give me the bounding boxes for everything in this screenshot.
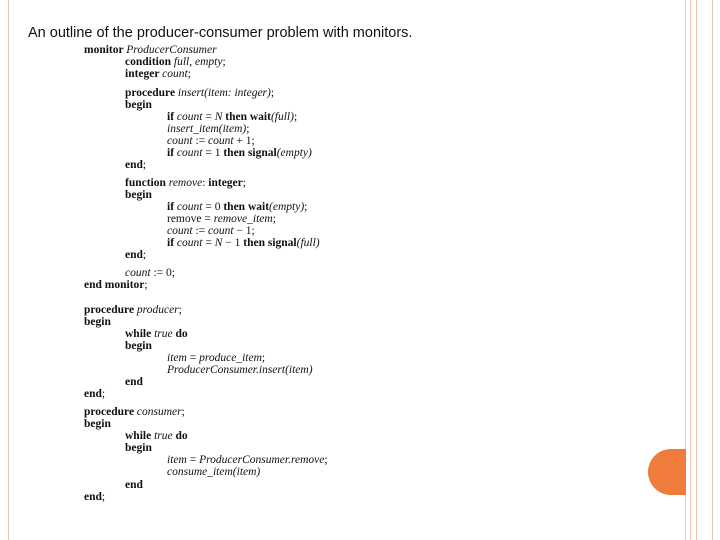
code-token: while (125, 328, 155, 340)
slide-frame (8, 0, 686, 540)
code-token: begin (84, 316, 111, 328)
decor-rule (712, 0, 713, 540)
code-token: + 1; (233, 135, 255, 147)
code-token: count (176, 111, 203, 123)
code-token: begin (125, 340, 152, 352)
code-line (167, 111, 297, 123)
code-line (125, 159, 146, 171)
code-token: end monitor (84, 279, 145, 291)
code-token: condition (125, 56, 174, 68)
code-line (167, 213, 276, 225)
code-token: ; (324, 454, 328, 466)
decor-rule (690, 0, 691, 540)
code-line (167, 135, 255, 147)
code-token: N (214, 111, 223, 123)
code-token: end (84, 491, 102, 503)
code-token: := 0; (150, 267, 175, 279)
code-token: begin (125, 99, 152, 111)
code-line (84, 491, 105, 503)
code-line (84, 279, 148, 291)
code-token: (full) (296, 237, 320, 249)
code-line (125, 99, 152, 111)
code-line (84, 388, 105, 400)
code-token: procedure (84, 406, 137, 418)
code-token: item (167, 352, 187, 364)
code-line (167, 147, 312, 159)
code-token: ; (101, 388, 106, 400)
code-token: ProducerConsumer.remove (199, 454, 325, 466)
code-token: remove (168, 177, 203, 189)
code-token: if (167, 111, 177, 123)
code-token: := (192, 225, 208, 237)
code-token: ProducerConsumer (126, 44, 217, 56)
code-token: procedure (125, 87, 178, 99)
code-line (125, 68, 191, 80)
code-line (125, 430, 188, 442)
code-line (125, 189, 152, 201)
code-line (125, 340, 152, 352)
code-token: end (125, 159, 143, 171)
code-token: count (176, 237, 203, 249)
code-token: ; (222, 56, 226, 68)
code-line (167, 466, 260, 478)
code-token: then wait (222, 111, 271, 123)
code-token: begin (84, 418, 111, 430)
code-token: (empty) (269, 201, 305, 213)
code-token: ; (242, 177, 246, 189)
code-token: insert_item(item) (167, 123, 247, 135)
code-token: consume_item(item) (167, 466, 261, 478)
code-token: = 0 (202, 201, 224, 213)
code-token: (full) (270, 111, 294, 123)
code-token: ; (246, 123, 250, 135)
code-line (125, 249, 146, 261)
code-token: − 1; (233, 225, 255, 237)
code-line (84, 406, 185, 418)
code-token: count (208, 225, 234, 237)
code-token: count (167, 135, 193, 147)
code-line (125, 177, 246, 189)
code-token: full, empty (173, 56, 223, 68)
code-token: := (192, 135, 208, 147)
code-token: count (167, 225, 193, 237)
code-line (167, 123, 249, 135)
code-token: ; (178, 304, 182, 316)
code-token: count (162, 68, 188, 80)
code-token: insert(item: integer) (177, 87, 271, 99)
code-token: end (125, 376, 143, 388)
code-token: ; (181, 406, 185, 418)
code-token: do (172, 328, 188, 340)
code-line (84, 418, 111, 430)
code-token: : (202, 177, 209, 189)
code-token: ; (187, 68, 191, 80)
accent-circle (648, 449, 686, 495)
code-token: remove = (167, 213, 214, 225)
code-token: begin (125, 189, 152, 201)
slide-caption: An outline of the producer-consumer problem with monitors. (28, 25, 413, 41)
code-token: procedure (84, 304, 137, 316)
code-token: end (125, 249, 143, 261)
code-token: if (167, 201, 177, 213)
code-line (167, 237, 320, 249)
code-line (125, 479, 143, 491)
code-token: ; (101, 491, 106, 503)
code-line (167, 352, 265, 364)
code-token: integer (208, 177, 243, 189)
code-token: N (214, 237, 223, 249)
code-token: = 1 (202, 147, 224, 159)
code-token: true (154, 430, 173, 442)
code-line (84, 316, 111, 328)
code-token: ; (261, 352, 266, 364)
code-line (125, 87, 274, 99)
code-line (167, 364, 313, 376)
code-token: count (176, 201, 203, 213)
code-token: ; (142, 249, 147, 261)
code-token: then signal (223, 147, 277, 159)
code-token: while (125, 430, 155, 442)
code-line (125, 267, 175, 279)
code-token: end (125, 479, 143, 491)
code-token: true (154, 328, 173, 340)
code-token: count (125, 267, 151, 279)
code-line (167, 454, 328, 466)
code-token: − 1 (222, 237, 244, 249)
code-token: monitor (84, 44, 127, 56)
decor-rule (696, 0, 697, 540)
code-token: integer (125, 68, 163, 80)
code-token: item (167, 454, 187, 466)
code-token: then signal (243, 237, 297, 249)
code-token: consumer (136, 406, 182, 418)
code-line (125, 376, 143, 388)
code-token: producer (136, 304, 179, 316)
code-token: ; (270, 87, 275, 99)
code-token: if (167, 237, 177, 249)
code-line (125, 328, 188, 340)
code-token: = (186, 454, 200, 466)
code-token: (empty) (276, 147, 312, 159)
code-line (167, 225, 255, 237)
code-line (125, 56, 226, 68)
code-token: produce_item (199, 352, 262, 364)
code-token: remove_item (213, 213, 273, 225)
code-token: = (202, 237, 215, 249)
code-line (84, 304, 182, 316)
code-token: count (208, 135, 234, 147)
code-line (84, 44, 217, 56)
code-token: begin (125, 442, 152, 454)
code-line (125, 442, 152, 454)
code-token: count (176, 147, 203, 159)
code-token: if (167, 147, 177, 159)
code-line (167, 201, 307, 213)
code-token: = (186, 352, 200, 364)
code-token: ; (272, 213, 276, 225)
code-token: then wait (223, 201, 270, 213)
code-token: ; (142, 159, 147, 171)
code-token: do (172, 430, 188, 442)
code-token: ; (304, 201, 308, 213)
code-token: ; (144, 279, 148, 291)
code-token: ; (293, 111, 298, 123)
code-token: function (125, 177, 169, 189)
code-token: ProducerConsumer.insert(item) (167, 364, 313, 376)
code-token: end (84, 388, 102, 400)
code-token: = (202, 111, 215, 123)
